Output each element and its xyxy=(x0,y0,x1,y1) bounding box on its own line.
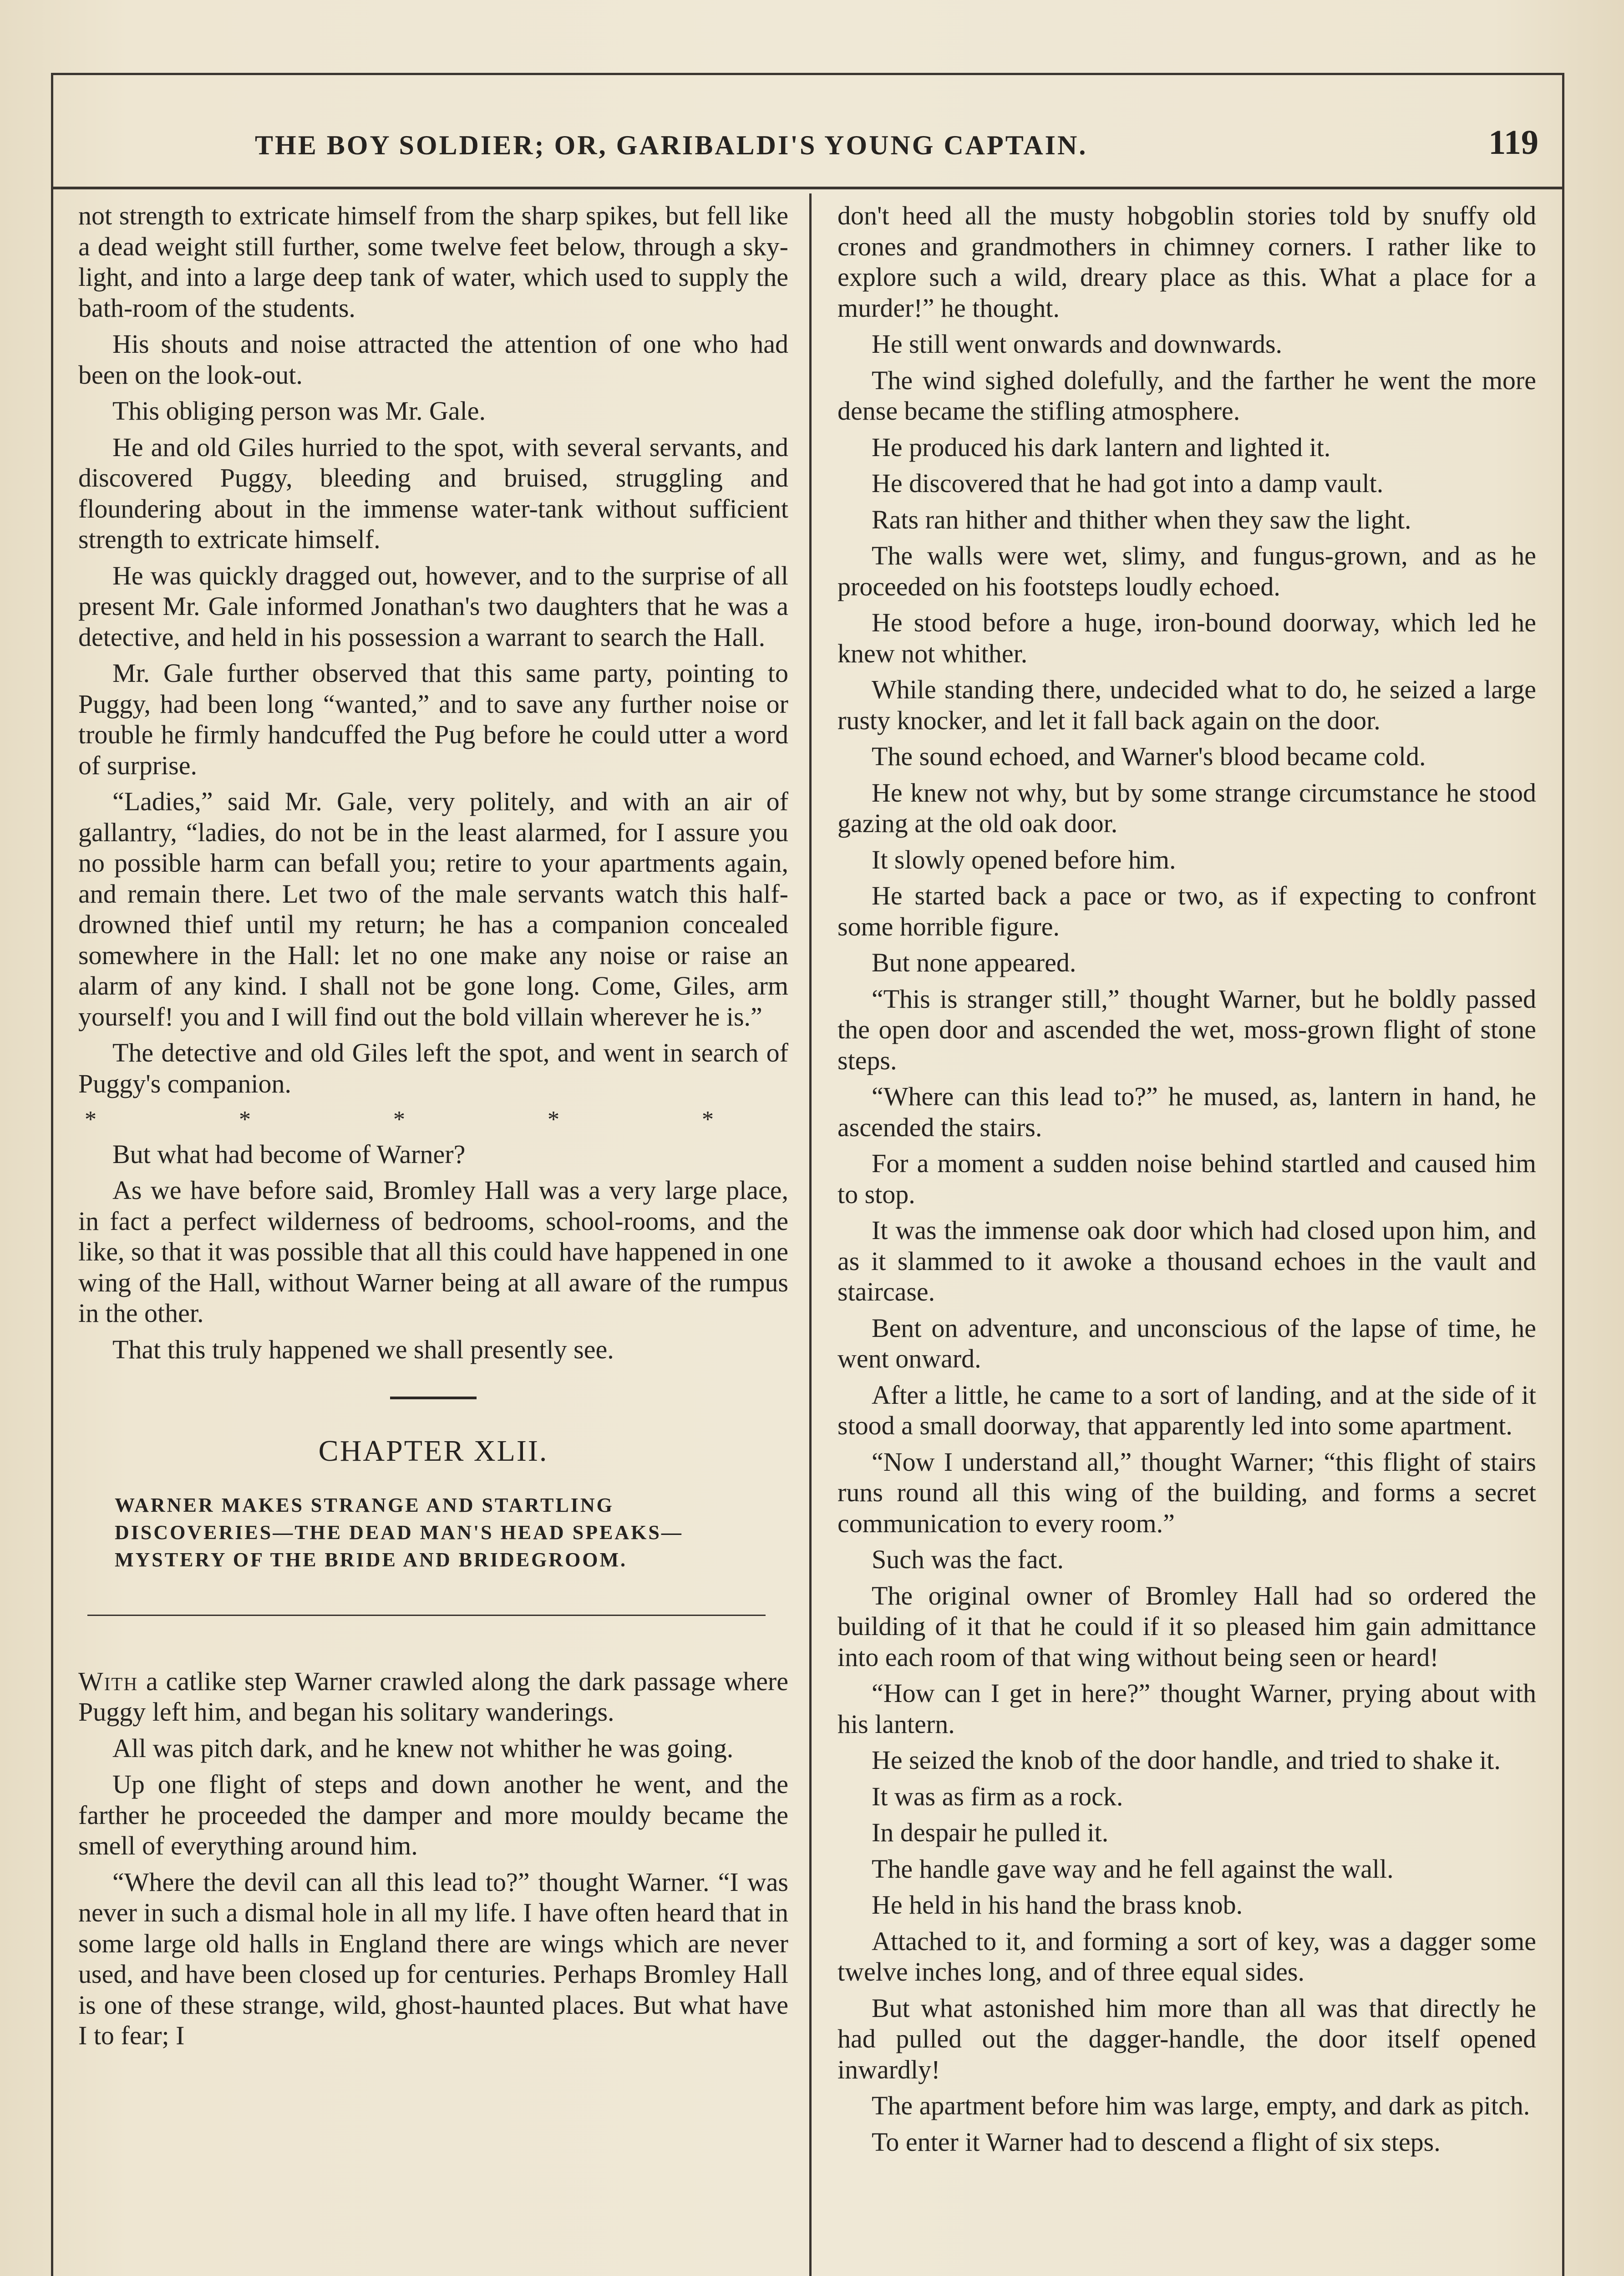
paragraph: He held in his hand the brass knob. xyxy=(872,1890,1243,1920)
paragraph: As we have before said, Bromley Hall was a very large place, in fact a perfect wilderness of bedrooms, school-rooms, and the like, so that it was possible that all this could have happened in one wing of the Hall, without Warner being at all aware of the rumpus in the other. xyxy=(78,1175,788,1328)
chapter-subtitle: WARNER MAKES STRANGE AND STARTLING DISCOVERIES—THE DEAD MAN'S HEAD SPEAKS—MYSTERY OF THE BRIDE AND BRIDEGROOM. xyxy=(115,1494,683,1571)
paragraph: Attached to it, and forming a sort of key, was a dagger some twelve inches long, and of three equal sides. xyxy=(837,1926,1536,1986)
paragraph: It was as firm as a rock. xyxy=(872,1781,1123,1811)
paragraph: But none appeared. xyxy=(872,948,1076,977)
chapter-first-paragraph-text: a catlike step Warner crawled along the dark passage where Puggy left him, and began his solitary wanderings. xyxy=(78,1666,788,1727)
paragraph: But what astonished him more than all was that directly he had pulled out the dagger-handle, the door itself opened inwardly! xyxy=(837,1993,1536,2084)
left-paragraphs-before xyxy=(78,200,788,1099)
paragraph: The original owner of Bromley Hall had so ordered the building of it that he could if it so pleased him gain admittance into each room of that wing without being seen or heard! xyxy=(837,1580,1536,1672)
paragraph: “How can I get in here?” thought Warner, prying about with his lantern. xyxy=(837,1678,1536,1739)
paragraph: Mr. Gale further observed that this same party, pointing to Puggy, had been long “wanted,” and to save any further noise or trouble he firmly handcuffed the Pug before he could utter a word of surprise. xyxy=(78,658,788,780)
paragraph: He knew not why, but by some strange circumstance he stood gazing at the old oak door. xyxy=(837,777,1536,838)
paragraph: Rats ran hither and thither when they saw the light. xyxy=(872,504,1411,534)
paragraph: “Where can this lead to?” he mused, as, lantern in hand, he ascended the stairs. xyxy=(837,1082,1536,1142)
paragraph: After a little, he came to a sort of landing, and at the side of it stood a small doorway, that apparently led into some apartment. xyxy=(837,1380,1536,1440)
paragraph: don't heed all the musty hobgoblin stories told by snuffy old crones and grandmothers in chimney corners. I rather like to explore such a wild, dreary place as this. What a place for a murder!” he thought. xyxy=(837,201,1536,323)
right-paragraphs xyxy=(837,200,1536,2157)
paragraph: The sound echoed, and Warner's blood became cold. xyxy=(872,742,1426,771)
paragraph: Up one flight of steps and down another he went, and the farther he proceeded the damper and more mouldy became the smell of everything around him. xyxy=(78,1769,788,1860)
paragraph: He seized the knob of the door handle, and tried to shake it. xyxy=(872,1745,1501,1775)
paragraph: To enter it Warner had to descend a flight of six steps. xyxy=(872,2127,1441,2157)
chapter-separator-dash xyxy=(390,1397,477,1399)
paragraph: He discovered that he had got into a damp vault. xyxy=(872,468,1384,498)
page-number: 119 xyxy=(1488,123,1538,162)
paragraph: But what had become of Warner? xyxy=(112,1139,466,1169)
paragraph: “This is stranger still,” thought Warner, but he boldly passed the open door and ascended the wet, moss-grown flight of stone steps. xyxy=(837,984,1536,1075)
paragraph: This obliging person was Mr. Gale. xyxy=(112,396,486,426)
column-divider xyxy=(809,193,812,2276)
paragraph: “Ladies,” said Mr. Gale, very politely, and with an air of gallantry, “ladies, do not be in the least alarmed, for I assure you no possible harm can befall you; retire to your apartments again, and remain there. Let two of the male servants watch this half-drowned thief until my return; he has a companion concealed somewhere in the Hall: let no one make any noise or raise an alarm of any kind. I shall not be gone long. Come, Giles, arm yourself! you and I will find out the bold villain wherever he is.” xyxy=(78,787,788,1031)
paragraph: The apartment before him was large, empty, and dark as pitch. xyxy=(872,2091,1530,2120)
paragraph: The detective and old Giles left the spot, and went in search of Puggy's companion. xyxy=(78,1038,788,1098)
paragraph: For a moment a sudden noise behind startled and caused him to stop. xyxy=(837,1148,1536,1209)
header-rule xyxy=(51,187,1562,189)
paragraph: He started back a pace or two, as if expecting to confront some horrible figure. xyxy=(837,881,1536,941)
paragraph: Bent on adventure, and unconscious of the lapse of time, he went onward. xyxy=(837,1313,1536,1373)
paragraph: Such was the fact. xyxy=(872,1544,1064,1574)
paragraph: It slowly opened before him. xyxy=(872,844,1176,874)
paragraph: He stood before a huge, iron-bound doorway, which led he knew not whither. xyxy=(837,608,1536,668)
paragraph: He still went onwards and downwards. xyxy=(872,329,1283,359)
paragraph: The walls were wet, slimy, and fungus-grown, and as he proceeded on his footsteps loudly echoed. xyxy=(837,541,1536,601)
chapter-first-paragraph xyxy=(78,1666,788,1727)
running-header-title: THE BOY SOLDIER; OR, GARIBALDI'S YOUNG CAPTAIN. xyxy=(255,130,1088,160)
left-column xyxy=(78,200,788,2057)
right-column xyxy=(837,200,1536,2163)
chapter-title: CHAPTER XLII. xyxy=(318,1434,548,1468)
chapter-opening-word: With xyxy=(78,1666,138,1696)
paragraph: His shouts and noise attracted the attention of one who had been on the look-out. xyxy=(78,329,788,390)
paragraph: “Now I understand all,” thought Warner; “this flight of stairs runs round all this wing of the building, and forms a secret communication to every room.” xyxy=(837,1447,1536,1538)
paragraph: The handle gave way and he fell against the wall. xyxy=(872,1854,1394,1884)
chapter-heading-rule xyxy=(87,1615,766,1616)
paragraph: While standing there, undecided what to do, he seized a large rusty knocker, and let it fall back again on the door. xyxy=(837,675,1536,735)
chapter-paragraphs xyxy=(78,1733,788,2051)
paragraph: He was quickly dragged out, however, and to the surprise of all present Mr. Gale informed Jonathan's two daughters that he was a detective, and held in his possession a warrant to search the Hall. xyxy=(78,560,788,652)
paragraph: The wind sighed dolefully, and the farther he went the more dense became the stifling atmosphere. xyxy=(837,365,1536,426)
paragraph: not strength to extricate himself from the sharp spikes, but fell like a dead weight still further, some twelve feet below, through a sky-light, and into a large deep tank of water, which used to supply the bath-room of the students. xyxy=(78,201,788,323)
left-paragraphs-after xyxy=(78,1139,788,1365)
paragraph: That this truly happened we shall presently see. xyxy=(112,1334,614,1364)
section-break-stars: * * * * * xyxy=(85,1107,782,1133)
paragraph: In despair he pulled it. xyxy=(872,1818,1109,1847)
paragraph: It was the immense oak door which had closed upon him, and as it slammed to it awoke a thousand echoes in the vault and staircase. xyxy=(837,1215,1536,1306)
paragraph: “Where the devil can all this lead to?” thought Warner. “I was never in such a dismal hole in all my life. I have often heard that in some large old halls in England there are wings which are never used, and have been closed up for centuries. Perhaps Bromley Hall is one of these strange, wild, ghost-haunted places. But what have I to fear; I xyxy=(78,1867,788,2050)
paragraph: He and old Giles hurried to the spot, with several servants, and discovered Puggy, bleeding and bruised, struggling and floundering about in the immense water-tank without sufficient strength to extricate himself. xyxy=(78,432,788,554)
paragraph: All was pitch dark, and he knew not whither he was going. xyxy=(112,1733,734,1763)
paragraph: He produced his dark lantern and lighted it. xyxy=(872,432,1331,462)
